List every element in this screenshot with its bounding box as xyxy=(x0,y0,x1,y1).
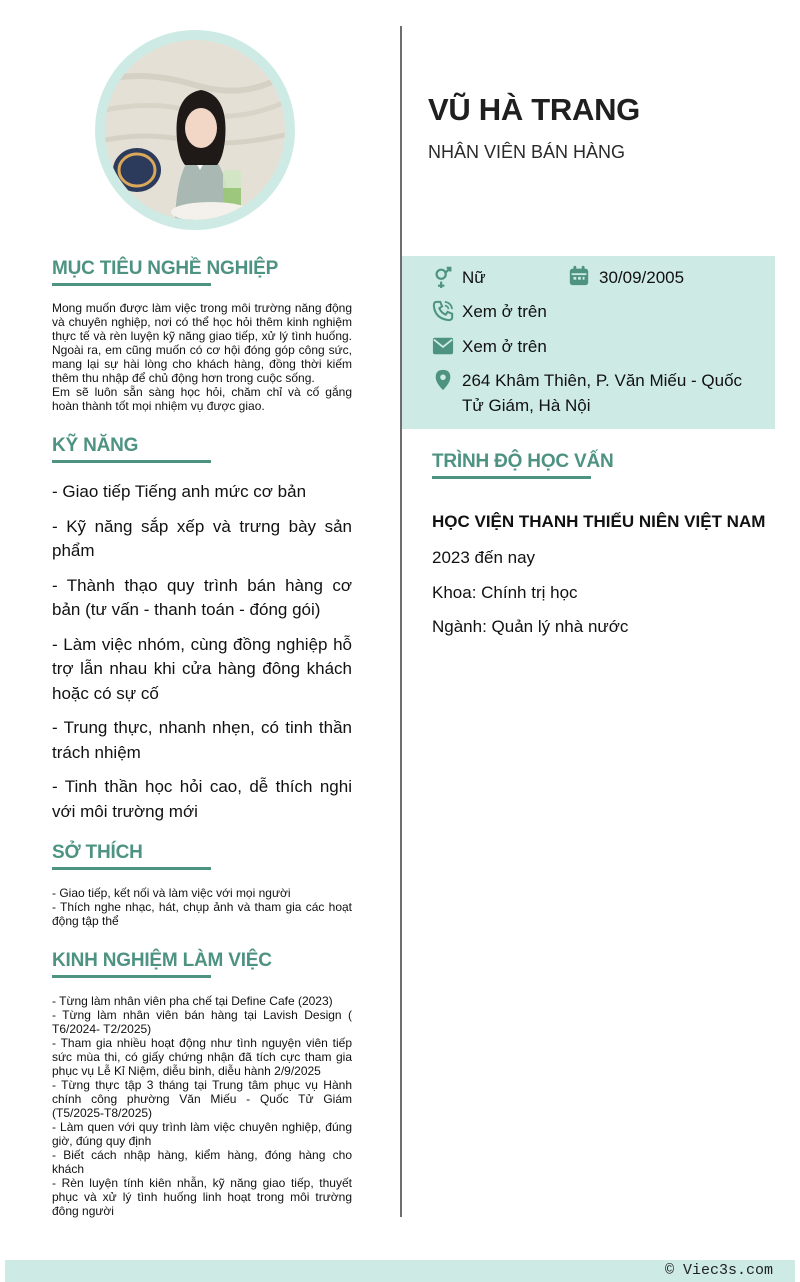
gender-icon xyxy=(432,266,454,288)
avatar xyxy=(105,40,285,220)
experience-item: - Biết cách nhập hàng, kiểm hàng, đóng hàng cho khách xyxy=(52,1148,352,1176)
experience-title: KINH NGHIỆM LÀM VIỆC xyxy=(52,950,272,971)
email-value: Xem ở trên xyxy=(462,337,547,356)
avatar-frame xyxy=(95,30,295,230)
skill-item: - Giao tiếp Tiếng anh mức cơ bản xyxy=(52,482,307,501)
hobbies-underline xyxy=(52,867,211,870)
contact-panel xyxy=(402,256,775,429)
phone-icon xyxy=(432,300,454,322)
objective-underline xyxy=(52,283,211,286)
skills-title: KỸ NĂNG xyxy=(52,435,139,456)
objective-paragraph: Mong muốn được làm việc trong môi trường năng động và chuyên nghiệp, nơi có thể học hỏi thêm kinh nghiệm thực tế và rèn luyện kỹ năng giao tiếp, xử lý tình huống. Ngoài ra, em cũng muốn có cơ hội đóng góp công sức, mang lại sự hài lòng cho khách hàng, đồng thời kiếm thêm thu nhập để chủ động hơn trong cuộc sống. xyxy=(52,301,352,385)
birthday-value: 30/09/2005 xyxy=(599,268,685,287)
address-value: 264 Khâm Thiên, P. Văn Miếu - Quốc Tử Giám, Hà Nội xyxy=(462,371,743,415)
candidate-name: VŨ HÀ TRANG xyxy=(428,92,640,127)
footer-watermark[interactable]: © Viec3s.com xyxy=(664,1262,773,1279)
experience-item: - Từng thực tập 3 tháng tại Trung tâm phục vụ Hành chính công phường Văn Miếu - Quốc Tử Giám (T5/2025-T8/2025) xyxy=(52,1078,352,1120)
column-divider xyxy=(400,26,402,1217)
hobby-item: - Thích nghe nhạc, hát, chụp ảnh và tham gia các hoạt động tập thể xyxy=(52,900,352,928)
hobbies-list xyxy=(52,886,352,928)
experience-item: - Từng làm nhân viên bán hàng tại Lavish Design ( T6/2024- T2/2025) xyxy=(52,1008,352,1036)
education-school: HỌC VIỆN THANH THIẾU NIÊN VIỆT NAM xyxy=(432,512,766,531)
hobbies-title: SỞ THÍCH xyxy=(52,842,143,863)
skill-item: - Kỹ năng sắp xếp và trưng bày sản phẩm xyxy=(52,516,352,560)
objective-paragraph: Em sẽ luôn sẵn sàng học hỏi, chăm chỉ và cố gắng hoàn thành tốt mọi nhiệm vụ được giao. xyxy=(52,385,352,413)
education-underline xyxy=(432,476,591,479)
experience-item: - Làm quen với quy trình làm việc chuyên nghiệp, đúng giờ, đúng quy định xyxy=(52,1120,352,1148)
skills-underline xyxy=(52,460,211,463)
gender-value: Nữ xyxy=(462,268,486,287)
education-major: Ngành: Quản lý nhà nước xyxy=(432,617,629,636)
objective-title: MỤC TIÊU NGHỀ NGHIỆP xyxy=(52,258,279,279)
skills-list xyxy=(52,480,352,834)
skill-item: - Tinh thần học hỏi cao, dễ thích nghi với môi trường mới xyxy=(52,777,352,821)
experience-item: - Tham gia nhiều hoạt động như tình nguyện viên tiếp sức mùa thi, có giấy chứng nhận đã tích cực tham gia phục vụ Lễ Kỉ Niệm, diễu binh, diễu hành 2/9/2025 xyxy=(52,1036,352,1078)
skill-item: - Làm việc nhóm, cùng đồng nghiệp hỗ trợ lẫn nhau khi cửa hàng đông khách hoặc có sự cố xyxy=(52,634,352,703)
experience-list xyxy=(52,994,352,1218)
job-title: NHÂN VIÊN BÁN HÀNG xyxy=(428,142,626,162)
experience-item: - Rèn luyện tính kiên nhẫn, kỹ năng giao tiếp, thuyết phục và xử lý tình huống linh hoạt trong môi trường đông người xyxy=(52,1176,352,1218)
avatar-photo xyxy=(105,40,285,220)
objective-text xyxy=(52,301,352,413)
hobby-item: - Giao tiếp, kết nối và làm việc với mọi người xyxy=(52,886,291,900)
footer-bar xyxy=(5,1260,795,1282)
experience-underline xyxy=(52,975,211,978)
education-period: 2023 đến nay xyxy=(432,548,536,567)
skill-item: - Trung thực, nhanh nhẹn, có tinh thần trách nhiệm xyxy=(52,718,352,762)
location-pin-icon xyxy=(432,369,454,391)
skill-item: - Thành thạo quy trình bán hàng cơ bản (tư vấn - thanh toán - đóng gói) xyxy=(52,575,352,619)
calendar-icon xyxy=(568,265,590,287)
email-icon xyxy=(432,335,454,357)
education-title: TRÌNH ĐỘ HỌC VẤN xyxy=(432,451,614,472)
experience-item: - Từng làm nhân viên pha chế tại Define Cafe (2023) xyxy=(52,994,333,1008)
education-faculty: Khoa: Chính trị học xyxy=(432,583,578,602)
phone-value: Xem ở trên xyxy=(462,302,547,321)
